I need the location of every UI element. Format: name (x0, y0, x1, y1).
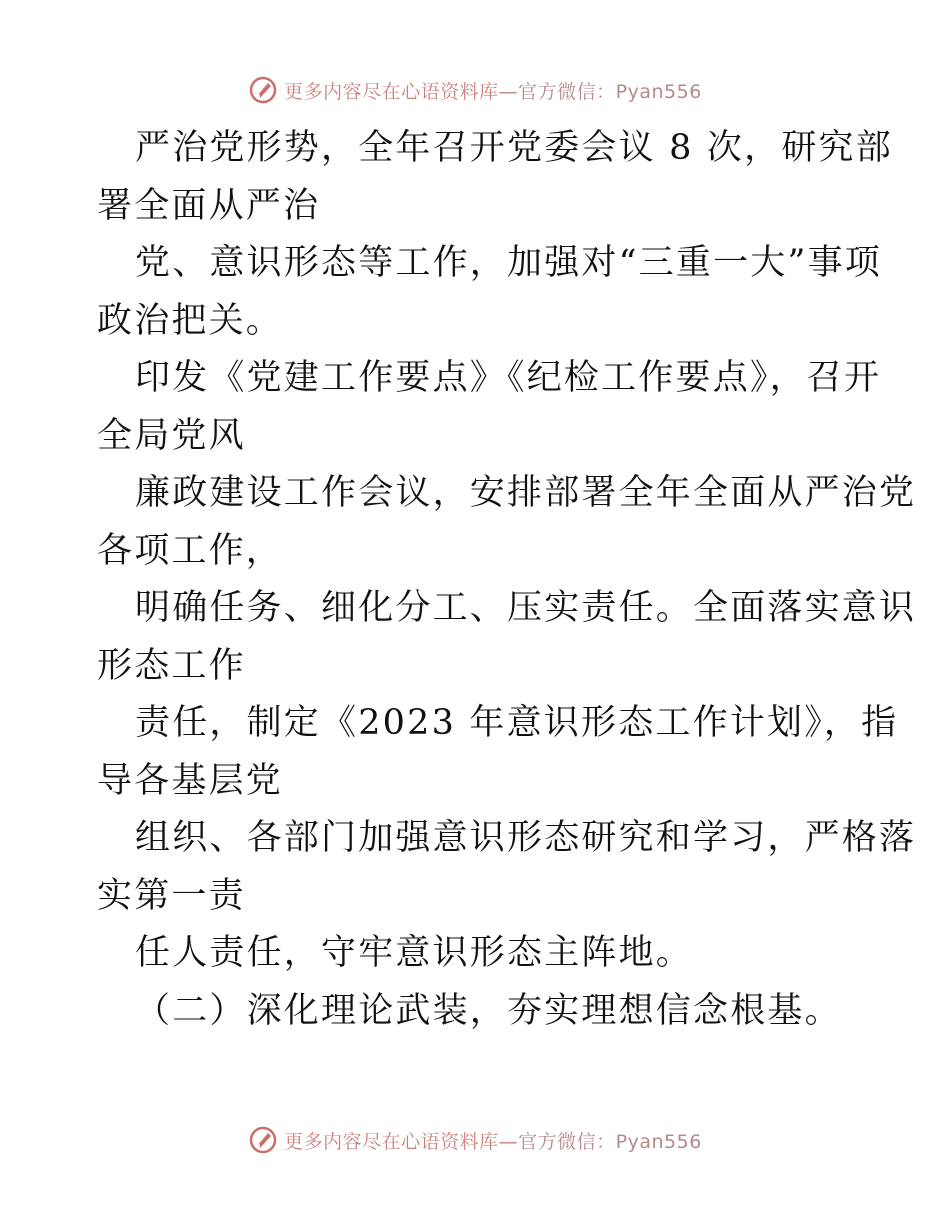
text-line: 形态工作 (97, 645, 246, 686)
watermark-brand: 更多内容尽在心语资料库 (284, 80, 499, 103)
header-watermark (0, 72, 950, 108)
text-line: 明确任务、细化分工、压实责任。全面落实意识 (135, 588, 917, 628)
text-line: 党、意识形态等工作，加强对“三重一大”事项 (135, 243, 882, 283)
text-line: 导各基层党 (97, 760, 284, 801)
text-line: 责任，制定《2023 年意识形态工作计划》，指 (135, 703, 899, 743)
pen-circle-logo-icon (248, 75, 278, 105)
watermark-contact: 官方微信：Pyan556 (518, 80, 702, 103)
text-line: 实第一责 (97, 875, 246, 916)
section-heading: （二）深化理论武装，夯实理想信念根基。 (135, 990, 842, 1031)
pen-circle-logo-icon (248, 1125, 278, 1155)
text-line: 印发《党建工作要点》《纪检工作要点》，召开 (135, 358, 882, 398)
text-line: 严治党形势，全年召开党委会议 8 次，研究部 (135, 128, 893, 168)
text-line: 署全面从严治 (97, 185, 321, 226)
text-line: 政治把关。 (97, 300, 284, 341)
document-body (97, 120, 917, 1040)
footer-watermark (0, 1122, 950, 1158)
watermark-brand: 更多内容尽在心语资料库 (284, 1130, 499, 1153)
text-line: 全局党风 (97, 415, 246, 456)
text-line: 廉政建设工作会议，安排部署全年全面从严治党 (135, 473, 917, 513)
watermark-separator: — (498, 80, 519, 103)
text-line: 组织、各部门加强意识形态研究和学习，严格落 (135, 818, 917, 858)
text-line: 各项工作， (97, 530, 284, 571)
text-line: 任人责任，守牢意识形态主阵地。 (135, 933, 694, 973)
watermark-separator: — (498, 1130, 519, 1153)
watermark-contact: 官方微信：Pyan556 (518, 1130, 702, 1153)
